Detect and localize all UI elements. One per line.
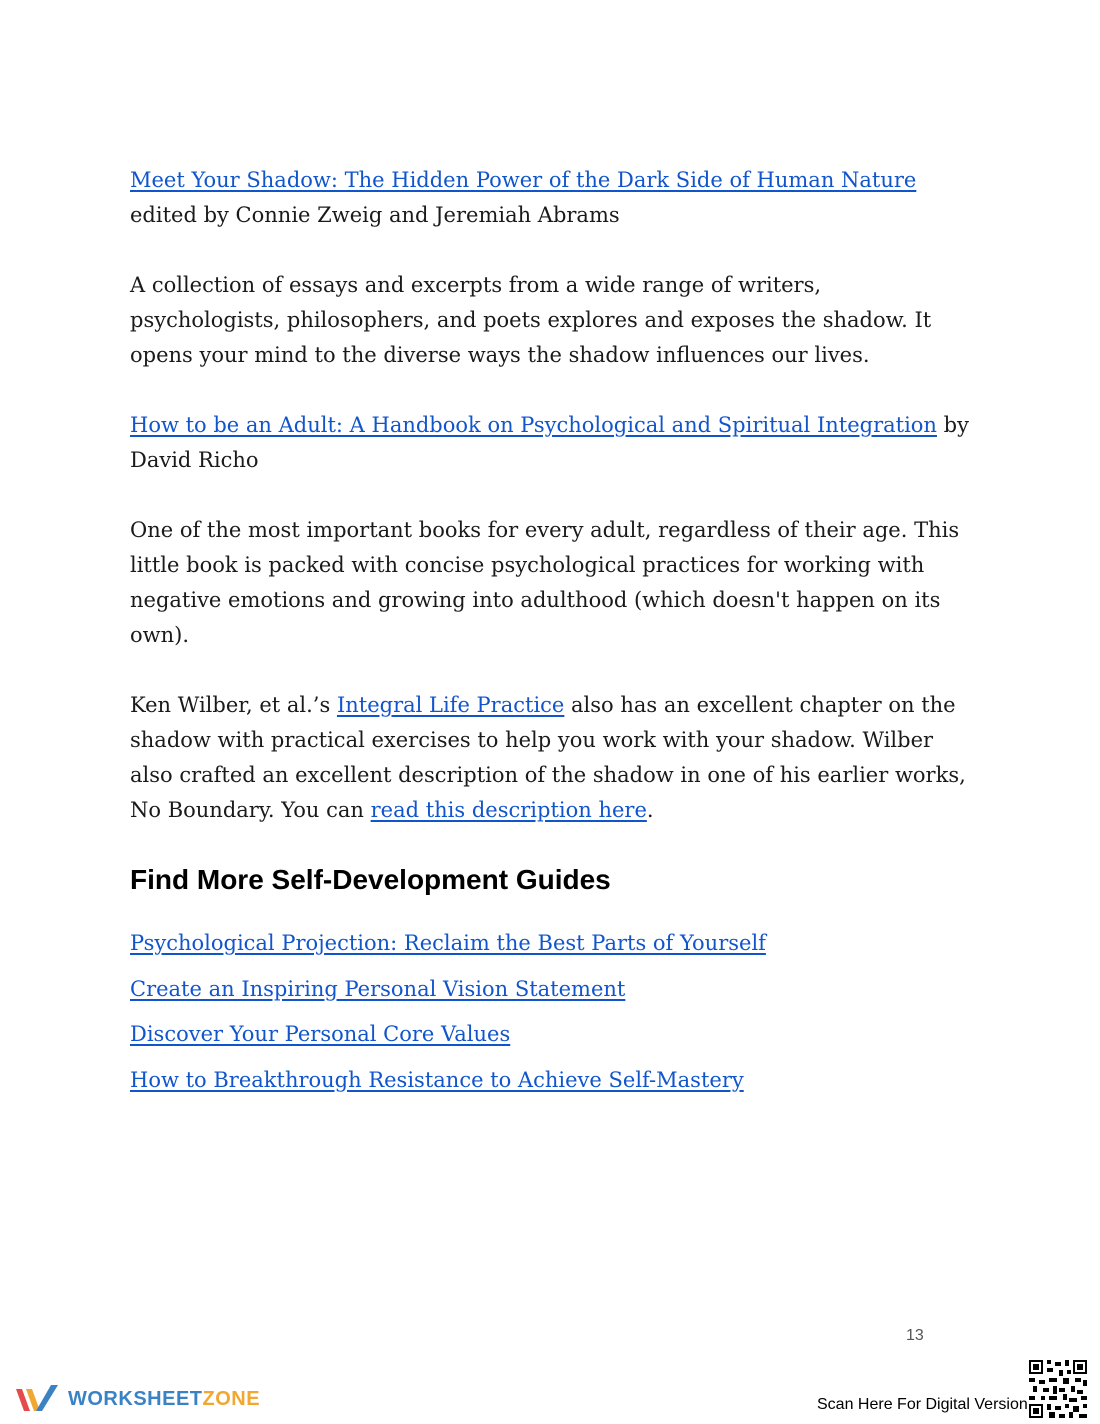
book-2-author: by David Richo [130,413,969,472]
guide-link-vision-statement[interactable]: Create an Inspiring Personal Vision Statement [130,976,626,1001]
reading-list [130,163,970,828]
logo-wordmark: WORKSHEETZONE [68,1387,261,1410]
wilber-middle: also has an excellent chapter on the shadow with practical exercises to help you work with your shadow. Wilber also crafted an excellent description of the shadow in one of his earlier works, No Boundary. You can [130,693,966,822]
book-1-description: A collection of essays and excerpts from a wide range of writers, psychologists, philosophers, and poets explores and exposes the shadow. It opens your mind to the diverse ways the shadow influences our lives. [130,273,932,367]
integral-life-practice-link[interactable]: Integral Life Practice [336,693,565,717]
worksheetzone-logo-icon [14,1383,60,1415]
book-2-description: One of the most important books for every adult, regardless of their age. This little book is packed with concise psychological practices for working with negative emotions and growing into adulthood (which doesn't happen on its own). [130,518,960,647]
section-title: Find More Self-Development Guides [130,864,611,895]
book-2-link[interactable]: How to be an Adult: A Handbook on Psychological and Spiritual Integration [130,413,937,437]
page-number: 13 [906,1327,924,1344]
guide-link-core-values[interactable]: Discover Your Personal Core Values [130,1022,511,1046]
book-1-author: edited by Connie Zweig and Jeremiah Abrams [130,203,620,227]
guide-link-projection[interactable]: Psychological Projection: Reclaim the Best Parts of Yourself [130,931,766,955]
book-1-link[interactable]: Meet Your Shadow: The Hidden Power of the Dark Side of Human Nature [130,168,917,192]
read-description-link[interactable]: read this description here [370,798,647,822]
book-1-citation [130,163,970,233]
guide-link-resistance[interactable]: How to Breakthrough Resistance to Achieve Self-Mastery [130,1067,744,1092]
wilber-prefix: Ken Wilber, et al.’s [130,693,337,717]
wilber-end: . [646,798,654,822]
guides-list [130,926,970,1108]
book-2-citation [130,408,970,478]
qr-code-icon[interactable] [1029,1360,1087,1418]
scan-label: Scan Here For Digital Version [817,1396,1028,1413]
worksheetzone-logo[interactable] [14,1383,260,1415]
wilber-paragraph [130,688,970,828]
